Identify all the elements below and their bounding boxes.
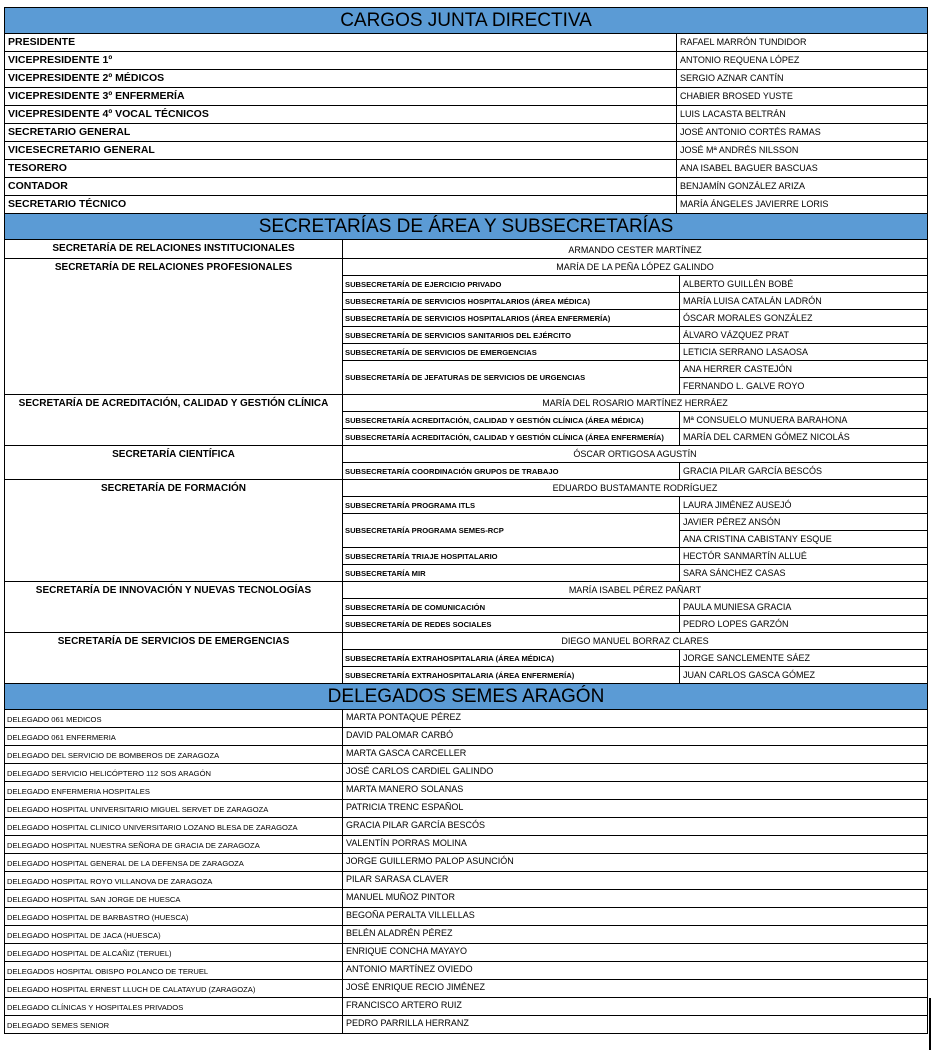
secretaria-head-name: MARÍA DE LA PEÑA LÓPEZ GALINDO [343, 259, 927, 276]
secretaria-group [4, 395, 928, 446]
subsecretaria-names [680, 310, 927, 326]
subsecretaria-row [343, 344, 927, 361]
subsecretaria-row [343, 327, 927, 344]
secretaria-name: SECRETARÍA DE RELACIONES PROFESIONALES [5, 259, 343, 394]
cargo-name: ANTONIO REQUENA LÓPEZ [680, 55, 800, 65]
junta-row [4, 52, 928, 70]
subsecretaria-names [680, 565, 927, 581]
subsecretaria-label: SUBSECRETARÍA DE SERVICIOS DE EMERGENCIAS [343, 344, 680, 360]
cargo-name: ANA ISABEL BAGUER BASCUAS [680, 163, 818, 173]
delegado-cargo: DELEGADO HOSPITAL ROYO VILLANOVA DE ZARAGOZA [5, 872, 343, 889]
secretaria-members [343, 480, 927, 581]
cargo-label: SECRETARIO GENERAL [5, 124, 677, 141]
delegado-name: MARTA MANERO SOLANAS [346, 784, 464, 794]
secretaria-head-name: EDUARDO BUSTAMANTE RODRÍGUEZ [343, 480, 927, 497]
subsecretaria-label: SUBSECRETARÍA DE COMUNICACIÓN [343, 599, 680, 615]
cargo-label: VICEPRESIDENTE 1º [5, 52, 677, 69]
subsecretaria-label: SUBSECRETARÍA ACREDITACIÓN, CALIDAD Y GESTIÓN CLÍNICA (ÁREA ENFERMERÍA) [343, 429, 680, 445]
secretaria-group [4, 480, 928, 582]
subsecretaria-name: ALBERTO GUILLÉN BOBÉ [683, 279, 794, 289]
secretaria-head-name: ÓSCAR ORTIGOSA AGUSTÍN [343, 446, 927, 463]
board-sheet [4, 7, 928, 1034]
junta-row [4, 196, 928, 214]
subsecretaria-name: ANA HERRER CASTEJÓN [683, 364, 793, 374]
cargo-label: SECRETARIO TÉCNICO [5, 196, 677, 213]
secretarias-table [4, 240, 928, 684]
cargo-name: BENJAMÍN GONZÁLEZ ARIZA [680, 181, 806, 191]
subsecretaria-names [680, 463, 927, 479]
delegado-name: PATRICIA TRENC ESPAÑOL [346, 802, 464, 812]
delegado-cargo: DELEGADO SERVICIO HELICÓPTERO 112 SOS ARAGÓN [5, 764, 343, 781]
delegados-header: DELEGADOS SEMES ARAGÓN [4, 684, 928, 710]
delegado-name: DAVID PALOMAR CARBÓ [346, 730, 454, 740]
subsecretaria-label: SUBSECRETARÍA DE SERVICIOS HOSPITALARIOS (ÁREA MÉDICA) [343, 293, 680, 309]
delegado-name: ANTONIO MARTÍNEZ OVIEDO [346, 964, 473, 974]
junta-directiva-header: CARGOS JUNTA DIRECTIVA [4, 7, 928, 34]
delegado-name: JOSÉ CARLOS CARDIEL GALINDO [346, 766, 494, 776]
delegados-table [4, 710, 928, 1034]
subsecretaria-name: LETICIA SERRANO LASAOSA [683, 347, 809, 357]
subsecretaria-name: Mª CONSUELO MUNUERA BARAHONA [683, 415, 848, 425]
subsecretaria-names [680, 293, 927, 309]
subsecretaria-name: MARÍA DEL CARMEN GÓMEZ NICOLÁS [683, 432, 850, 442]
delegado-row [4, 962, 928, 980]
delegado-row [4, 980, 928, 998]
delegado-name: GRACIA PILAR GARCÍA BESCÓS [346, 820, 486, 830]
secretaria-members [343, 582, 927, 632]
cargo-label: TESORERO [5, 160, 677, 177]
subsecretaria-row [343, 310, 927, 327]
delegado-name: MANUEL MUÑOZ PINTOR [346, 892, 456, 902]
delegado-row [4, 746, 928, 764]
delegado-row [4, 1016, 928, 1034]
secretaria-group [4, 240, 928, 259]
delegado-name: JOSÉ ENRIQUE RECIO JIMÉNEZ [346, 982, 486, 992]
subsecretaria-label: SUBSECRETARÍA DE REDES SOCIALES [343, 616, 680, 632]
subsecretaria-name: ANA CRISTINA CABISTANY ESQUE [680, 530, 927, 547]
subsecretaria-names [680, 276, 927, 292]
secretaria-group [4, 633, 928, 684]
delegado-row [4, 782, 928, 800]
subsecretaria-name: HECTÓR SANMARTÍN ALLUÉ [683, 551, 807, 561]
delegado-row [4, 818, 928, 836]
delegado-cargo: DELEGADO HOSPITAL ERNEST LLUCH DE CALATAYUD (ZARAGOZA) [5, 980, 343, 997]
delegado-row [4, 764, 928, 782]
subsecretaria-name: JORGE SANCLEMENTE SÁEZ [683, 653, 811, 663]
delegado-cargo: DELEGADO 061 ENFERMERIA [5, 728, 343, 745]
cargo-name: JOSÉ ANTONIO CORTÉS RAMAS [680, 127, 821, 137]
secretaria-name: SECRETARÍA CIENTÍFICA [5, 446, 343, 479]
junta-row [4, 160, 928, 178]
subsecretaria-row [343, 599, 927, 616]
subsecretaria-names [680, 344, 927, 360]
subsecretaria-names [680, 650, 927, 666]
subsecretaria-row [343, 667, 927, 683]
cargo-label: CONTADOR [5, 178, 677, 195]
secretaria-group [4, 582, 928, 633]
cargo-label: PRESIDENTE [5, 34, 677, 51]
secretaria-name: SECRETARÍA DE ACREDITACIÓN, CALIDAD Y GESTIÓN CLÍNICA [5, 395, 343, 445]
delegado-cargo: DELEGADO DEL SERVICIO DE BOMBEROS DE ZARAGOZA [5, 746, 343, 763]
subsecretaria-name: ÓSCAR MORALES GONZÁLEZ [683, 313, 813, 323]
delegado-cargo: DELEGADO HOSPITAL SAN JORGE DE HUESCA [5, 890, 343, 907]
subsecretaria-row [343, 463, 927, 479]
subsecretaria-name: ÁLVARO VÁZQUEZ PRAT [683, 330, 790, 340]
delegado-row [4, 998, 928, 1016]
delegado-name: MARTA PONTAQUE PÉREZ [346, 712, 462, 722]
junta-row [4, 124, 928, 142]
delegado-row [4, 728, 928, 746]
subsecretaria-names [680, 497, 927, 513]
secretaria-members [343, 240, 927, 258]
delegado-name: PEDRO PARRILLA HERRANZ [346, 1018, 469, 1028]
cargo-label: VICEPRESIDENTE 3º ENFERMERÍA [5, 88, 677, 105]
delegado-cargo: DELEGADO 061 MEDICOS [5, 710, 343, 727]
delegado-cargo: DELEGADOS HOSPITAL OBISPO POLANCO DE TERUEL [5, 962, 343, 979]
subsecretaria-name: JUAN CARLOS GASCA GÓMEZ [683, 670, 816, 680]
subsecretaria-label: SUBSECRETARÍA PROGRAMA SEMES-RCP [343, 514, 680, 547]
delegado-row [4, 836, 928, 854]
delegado-cargo: DELEGADO CLÍNICAS Y HOSPITALES PRIVADOS [5, 998, 343, 1015]
cargo-name: JOSÉ Mª ANDRÉS NILSSON [680, 145, 799, 155]
subsecretaria-names [680, 599, 927, 615]
subsecretaria-names [680, 412, 927, 428]
delegado-cargo: DELEGADO HOSPITAL DE ALCAÑIZ (TERUEL) [5, 944, 343, 961]
cargo-name: CHABIER BROSED YUSTE [680, 91, 793, 101]
secretaria-name: SECRETARÍA DE INNOVACIÓN Y NUEVAS TECNOLOGÍAS [5, 582, 343, 632]
subsecretaria-name: JAVIER PÉREZ ANSÓN [683, 517, 781, 527]
delegado-row [4, 908, 928, 926]
subsecretaria-label: SUBSECRETARÍA ACREDITACIÓN, CALIDAD Y GESTIÓN CLÍNICA (ÁREA MÉDICA) [343, 412, 680, 428]
subsecretaria-row [343, 293, 927, 310]
subsecretaria-names [680, 327, 927, 343]
subsecretaria-names [680, 667, 927, 683]
subsecretaria-name: FERNANDO L. GALVE ROYO [680, 377, 927, 394]
junta-row [4, 142, 928, 160]
delegado-row [4, 872, 928, 890]
subsecretaria-row [343, 565, 927, 581]
subsecretaria-name: LAURA JIMÉNEZ AUSEJÓ [683, 500, 792, 510]
delegado-cargo: DELEGADO HOSPITAL NUESTRA SEÑORA DE GRACIA DE ZARAGOZA [5, 836, 343, 853]
subsecretaria-label: SUBSECRETARÍA DE JEFATURAS DE SERVICIOS DE URGENCIAS [343, 361, 680, 394]
delegado-name: PILAR SARASA CLAVER [346, 874, 449, 884]
delegado-row [4, 890, 928, 908]
junta-table [4, 34, 928, 214]
delegado-cargo: DELEGADO ENFERMERIA HOSPITALES [5, 782, 343, 799]
delegado-cargo: DELEGADO HOSPITAL DE BARBASTRO (HUESCA) [5, 908, 343, 925]
cargo-label: VICEPRESIDENTE 2º MÉDICOS [5, 70, 677, 87]
secretaria-members [343, 446, 927, 479]
secretaria-name: SECRETARÍA DE RELACIONES INSTITUCIONALES [5, 240, 343, 258]
subsecretaria-row [343, 429, 927, 445]
subsecretaria-row [343, 412, 927, 429]
delegado-row [4, 926, 928, 944]
delegado-cargo: DELEGADO HOSPITAL GENERAL DE LA DEFENSA DE ZARAGOZA [5, 854, 343, 871]
junta-row [4, 178, 928, 196]
subsecretaria-label: SUBSECRETARÍA TRIAJE HOSPITALARIO [343, 548, 680, 564]
secretaria-group [4, 446, 928, 480]
delegado-row [4, 854, 928, 872]
subsecretaria-label: SUBSECRETARÍA EXTRAHOSPITALARIA (ÁREA ENFERMERÍA) [343, 667, 680, 683]
delegado-cargo: DELEGADO HOSPITAL UNIVERSITARIO MIGUEL SERVET DE ZARAGOZA [5, 800, 343, 817]
cargo-name: RAFAEL MARRÓN TUNDIDOR [680, 37, 807, 47]
secretaria-head-name: ARMANDO CESTER MARTÍNEZ [568, 245, 702, 255]
cargo-label: VICESECRETARIO GENERAL [5, 142, 677, 159]
subsecretaria-row [343, 276, 927, 293]
subsecretaria-name: PEDRO LOPES GARZÓN [683, 619, 789, 629]
secretaria-head-name: MARÍA DEL ROSARIO MARTÍNEZ HERRÁEZ [343, 395, 927, 412]
subsecretaria-label: SUBSECRETARÍA PROGRAMA ITLS [343, 497, 680, 513]
delegado-name: MARTA GASCA CARCELLER [346, 748, 467, 758]
subsecretaria-label: SUBSECRETARÍA DE SERVICIOS SANITARIOS DEL EJÉRCITO [343, 327, 680, 343]
secretaria-head-name: DIEGO MANUEL BORRAZ CLARES [343, 633, 927, 650]
subsecretaria-name: SARA SÁNCHEZ CASAS [683, 568, 786, 578]
subsecretaria-names [680, 361, 927, 394]
subsecretaria-name: PAULA MUNIESA GRACIA [683, 602, 792, 612]
subsecretaria-names [680, 429, 927, 445]
secretaria-members [343, 395, 927, 445]
subsecretaria-row [343, 616, 927, 632]
page-edge-rule [929, 998, 931, 1050]
secretaria-head-name: MARÍA ISABEL PÉREZ PAÑART [343, 582, 927, 599]
subsecretaria-row [343, 497, 927, 514]
cargo-name: MARÍA ÁNGELES JAVIERRE LORIS [680, 199, 829, 209]
cargo-name: LUIS LACASTA BELTRÁN [680, 109, 786, 119]
delegado-cargo: DELEGADO HOSPITAL CLINICO UNIVERSITARIO LOZANO BLESA DE ZARAGOZA [5, 818, 343, 835]
subsecretaria-names [680, 548, 927, 564]
secretaria-name: SECRETARÍA DE SERVICIOS DE EMERGENCIAS [5, 633, 343, 683]
cargo-label: VICEPRESIDENTE 4º VOCAL TÉCNICOS [5, 106, 677, 123]
subsecretaria-name: GRACIA PILAR GARCÍA BESCÓS [683, 466, 823, 476]
subsecretaria-label: SUBSECRETARÍA COORDINACIÓN GRUPOS DE TRABAJO [343, 463, 680, 479]
delegado-name: BELÉN ALADRÉN PÉREZ [346, 928, 453, 938]
delegado-row [4, 800, 928, 818]
junta-row [4, 70, 928, 88]
delegado-name: JORGE GUILLERMO PALOP ASUNCIÓN [346, 856, 514, 866]
subsecretaria-row [343, 650, 927, 667]
delegado-name: ENRIQUE CONCHA MAYAYO [346, 946, 468, 956]
subsecretaria-row [343, 361, 927, 394]
cargo-name: SERGIO AZNAR CANTÍN [680, 73, 784, 83]
junta-row [4, 106, 928, 124]
subsecretaria-row [343, 514, 927, 548]
secretaria-members [343, 633, 927, 683]
subsecretaria-names [680, 514, 927, 547]
secretaria-members [343, 259, 927, 394]
subsecretaria-row [343, 548, 927, 565]
junta-row [4, 34, 928, 52]
subsecretaria-label: SUBSECRETARÍA DE SERVICIOS HOSPITALARIOS (ÁREA ENFERMERÍA) [343, 310, 680, 326]
secretaria-name: SECRETARÍA DE FORMACIÓN [5, 480, 343, 581]
junta-row [4, 88, 928, 106]
secretaria-group [4, 259, 928, 395]
delegado-row [4, 710, 928, 728]
delegado-name: VALENTÍN PORRAS MOLINA [346, 838, 467, 848]
delegado-row [4, 944, 928, 962]
subsecretaria-label: SUBSECRETARÍA EXTRAHOSPITALARIA (ÁREA MÉDICA) [343, 650, 680, 666]
delegado-name: FRANCISCO ARTERO RUIZ [346, 1000, 462, 1010]
secretarias-header: SECRETARÍAS DE ÁREA Y SUBSECRETARÍAS [4, 214, 928, 240]
delegado-name: BEGOÑA PERALTA VILLELLAS [346, 910, 475, 920]
subsecretaria-name: MARÍA LUISA CATALÁN LADRÓN [683, 296, 822, 306]
subsecretaria-label: SUBSECRETARÍA MIR [343, 565, 680, 581]
delegado-cargo: DELEGADO HOSPITAL DE JACA (HUESCA) [5, 926, 343, 943]
delegado-cargo: DELEGADO SEMES SENIOR [5, 1016, 343, 1033]
subsecretaria-names [680, 616, 927, 632]
subsecretaria-label: SUBSECRETARÍA DE EJERCICIO PRIVADO [343, 276, 680, 292]
